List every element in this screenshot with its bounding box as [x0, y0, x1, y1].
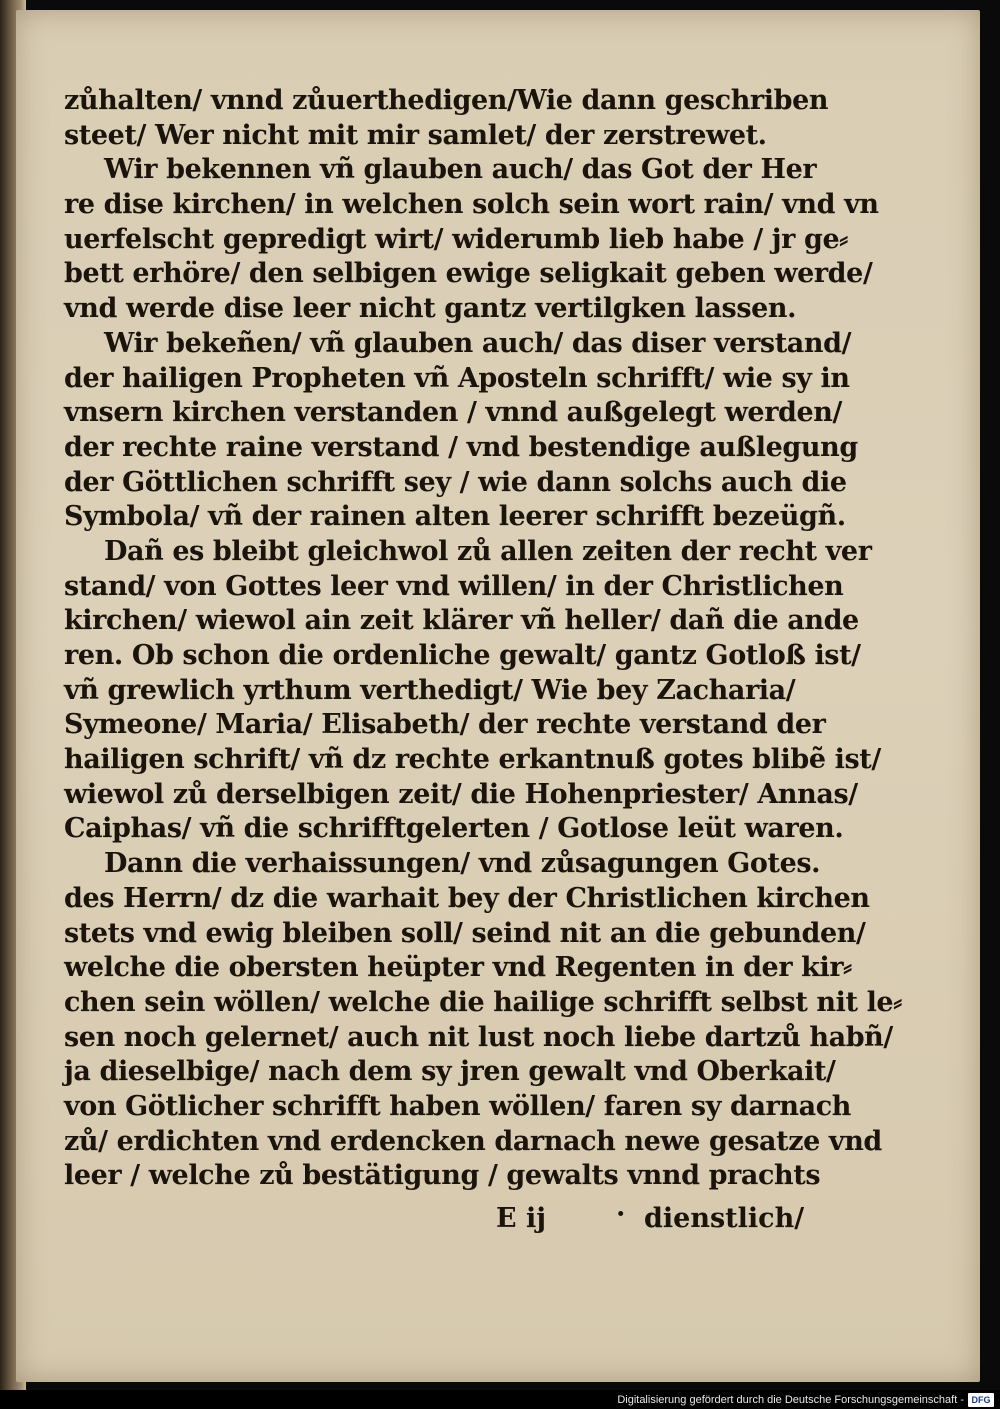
- text-line: Dann die verhaissungen/ vnd zůsagungen Gotes.: [104, 848, 821, 880]
- text-line: bett erhöre/ den selbigen ewige seligkait geben werde/: [64, 258, 873, 290]
- text-line: vnd werde dise leer nicht gantz vertilgken lassen.: [64, 293, 797, 325]
- text-line: zů/ erdichten vnd erdencken darnach newe gesatze vnd: [64, 1125, 882, 1157]
- text-line: des Herrn/ dz die warhait bey der Christlichen kirchen: [64, 882, 870, 914]
- text-line: Wir bekeñen/ vñ glauben auch/ das diser verstand/: [104, 327, 852, 359]
- text-line: steet/ Wer nicht mit mir samlet/ der zerstrewet.: [64, 119, 767, 151]
- text-line: ren. Ob schon die ordenliche gewalt/ gantz Gotloß ist/: [64, 640, 861, 671]
- page-text-block: [64, 84, 902, 1194]
- text-line: wiewol zů derselbigen zeit/ die Hohenpriester/ Annas/: [64, 778, 858, 810]
- text-line: Symeone/ Maria/ Elisabeth/ der rechte verstand der: [64, 709, 826, 741]
- text-line: hailigen schrift/ vñ dz rechte erkantnuß gotes blibẽ ist/: [64, 744, 881, 776]
- book-page: [16, 10, 980, 1382]
- text-line: kirchen/ wiewol ain zeit klärer vñ heller/ dañ die ande: [64, 605, 859, 637]
- text-line: der hailigen Propheten vñ Aposteln schrifft/ wie sy in: [64, 362, 850, 394]
- text-line: stand/ von Gottes leer vnd willen/ in der Christlichen: [64, 570, 844, 602]
- text-line: der rechte raine verstand / vnd bestendige außlegung: [64, 431, 858, 463]
- text-line: vnsern kirchen verstanden / vnnd außgelegt werden/: [64, 397, 842, 429]
- page-bottom-marks: [16, 1199, 816, 1239]
- text-line: ja dieselbige/ nach dem sy jren gewalt vnd Oberkait/: [64, 1056, 836, 1088]
- text-line: Caiphas/ vñ die schrifftgelerten / Gotlose leüt waren.: [64, 813, 844, 845]
- text-line: von Götlicher schrifft haben wöllen/ faren sy darnach: [64, 1090, 851, 1122]
- text-line: welche die obersten heüpter vnd Regenten in der kir⸗: [64, 952, 852, 984]
- text-line: zůhalten/ vnnd zůuerthedigen/Wie dann geschriben: [64, 85, 829, 116]
- text-line: sen noch gelernet/ auch nit lust noch liebe dartzů habñ/: [64, 1021, 893, 1053]
- text-line: Symbola/ vñ der rainen alten leerer schrifft bezeügñ.: [64, 501, 846, 533]
- text-line: chen sein wöllen/ welche die hailige schrifft selbst nit le⸗: [64, 986, 902, 1018]
- text-line: der Göttlichen schrifft sey / wie dann solchs auch die: [64, 466, 847, 498]
- dfg-logo: DFG: [968, 1393, 994, 1407]
- text-line: Wir bekennen vñ glauben auch/ das Got der Her: [104, 154, 817, 186]
- digitization-credit: Digitalisierung gefördert durch die Deutsche Forschungsgemeinschaft -: [617, 1394, 964, 1406]
- text-line: Dañ es bleibt gleichwol zů allen zeiten der recht ver: [104, 535, 872, 567]
- catchword: dienstlich/: [644, 1203, 805, 1234]
- text-line: leer / welche zů bestätigung / gewalts vnnd prachts: [64, 1160, 821, 1192]
- signature-mark: E ij: [496, 1203, 547, 1234]
- separator-dot: ·: [616, 1199, 626, 1230]
- text-line: stets vnd ewig bleiben soll/ seind nit an die gebunden/: [64, 917, 866, 949]
- text-line: re dise kirchen/ in welchen solch sein wort rain/ vnd vn: [64, 189, 879, 221]
- text-line: vñ grewlich yrthum verthedigt/ Wie bey Zacharia/: [64, 674, 796, 706]
- text-line: uerfelscht gepredigt wirt/ widerumb lieb habe / jr ge⸗: [64, 223, 848, 255]
